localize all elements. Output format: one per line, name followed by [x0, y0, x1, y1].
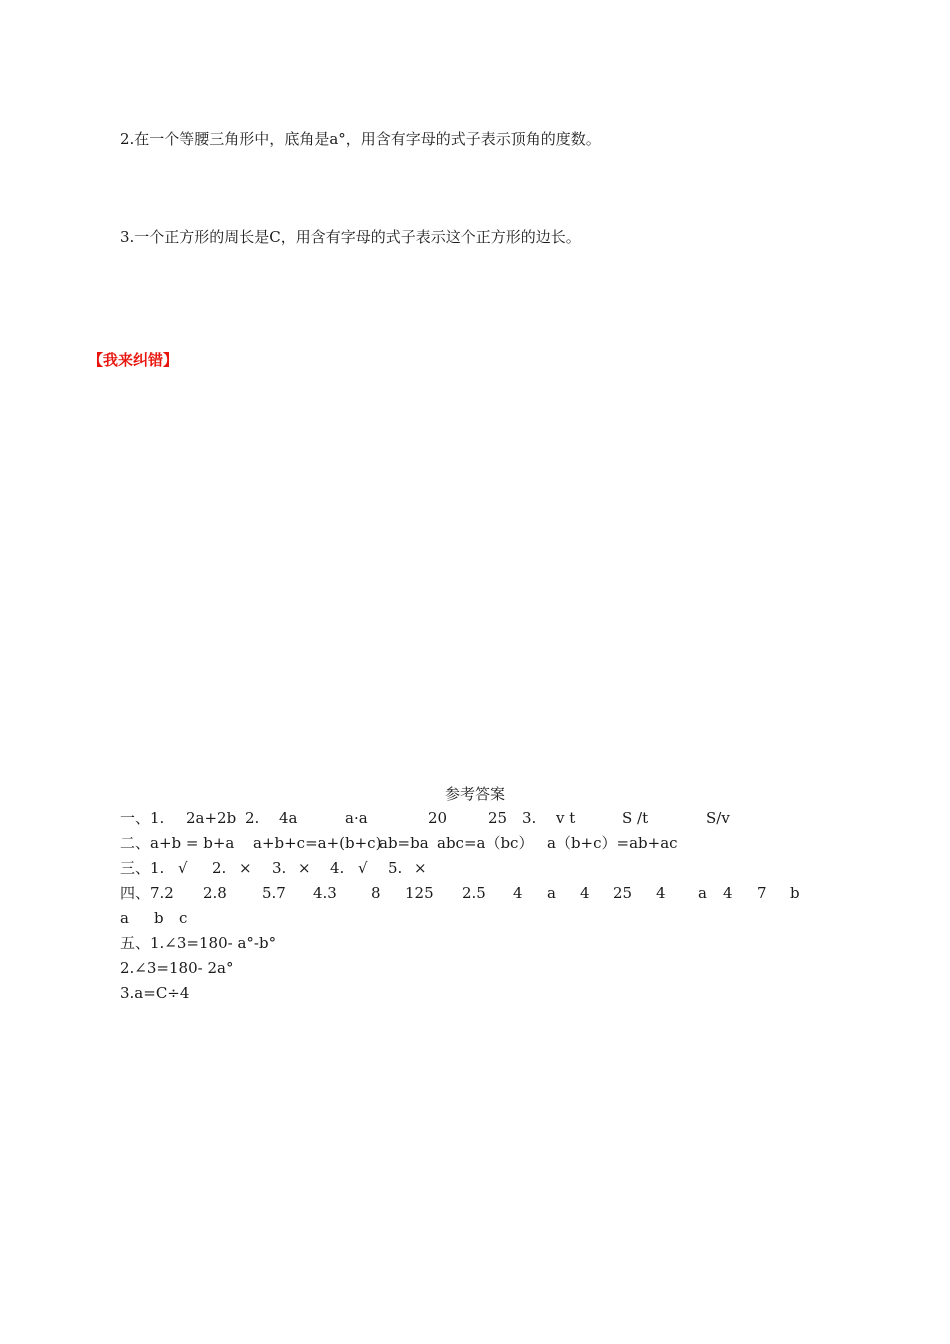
answer-cell: a — [698, 884, 707, 902]
answer-cell: √ — [178, 859, 188, 877]
answer-cell: 2. — [245, 809, 260, 827]
answer-cell: 4a — [279, 809, 298, 827]
answer-cell: 2. — [212, 859, 227, 877]
answer-cell: 7 — [757, 884, 767, 902]
answer-cell: 2.8 — [203, 884, 227, 902]
answer-cell: c — [179, 909, 188, 927]
answer-cell: 20 — [428, 809, 448, 827]
answer-cell: 2.5 — [462, 884, 486, 902]
answer-cell: abc=a（bc） — [437, 834, 534, 852]
answer-cell: 3. — [522, 809, 537, 827]
answer-cell: v t — [556, 809, 576, 827]
answer-cell: 25 — [488, 809, 508, 827]
answer-cell: S/v — [706, 809, 730, 827]
answer-row-6: 五、1.∠3=180- a°-b° — [120, 934, 277, 952]
answer-cell: 三、1. — [120, 859, 165, 877]
answer-cell: × — [414, 859, 427, 877]
answer-cell: S /t — [622, 809, 649, 827]
answer-cell: a — [120, 909, 129, 927]
question-3: 3.一个正方形的周长是C，用含有字母的式子表示这个正方形的边长。 — [120, 228, 581, 246]
answer-cell: 5. — [388, 859, 403, 877]
section-heading-correction: 【我来纠错】 — [88, 351, 179, 369]
answer-cell: × — [239, 859, 252, 877]
answer-cell: 4 — [513, 884, 523, 902]
answer-cell: × — [298, 859, 311, 877]
answer-row-8: 3.a=C÷4 — [120, 984, 190, 1002]
answer-cell: √ — [358, 859, 368, 877]
answer-cell: ab=ba — [379, 834, 429, 852]
answer-cell: 3. — [272, 859, 287, 877]
answer-cell: b — [154, 909, 164, 927]
answer-cell: 四、7.2 — [120, 884, 174, 902]
answer-cell: 125 — [405, 884, 434, 902]
answer-cell: a+b+c=a+(b+c) — [253, 834, 382, 852]
answer-cell: a·a — [345, 809, 368, 827]
answer-cell: 4 — [580, 884, 590, 902]
answer-cell: 4 — [723, 884, 733, 902]
answer-cell: 5.7 — [262, 884, 286, 902]
question-2: 2.在一个等腰三角形中，底角是a°，用含有字母的式子表示顶角的度数。 — [120, 130, 601, 148]
answer-cell: 4 — [656, 884, 666, 902]
answer-cell: 一、1. — [120, 809, 165, 827]
answer-row-7: 2.∠3=180- 2a° — [120, 959, 234, 977]
answer-cell: a — [547, 884, 556, 902]
answer-cell: 2a+2b — [186, 809, 237, 827]
answer-cell: 8 — [371, 884, 381, 902]
answer-cell: 二、a+b = b+a — [120, 834, 235, 852]
answer-cell: a（b+c）=ab+ac — [547, 834, 678, 852]
answer-cell: 4. — [330, 859, 345, 877]
answer-cell: 4.3 — [313, 884, 337, 902]
answer-title: 参考答案 — [444, 785, 505, 803]
answer-cell: b — [790, 884, 800, 902]
answer-cell: 25 — [613, 884, 633, 902]
